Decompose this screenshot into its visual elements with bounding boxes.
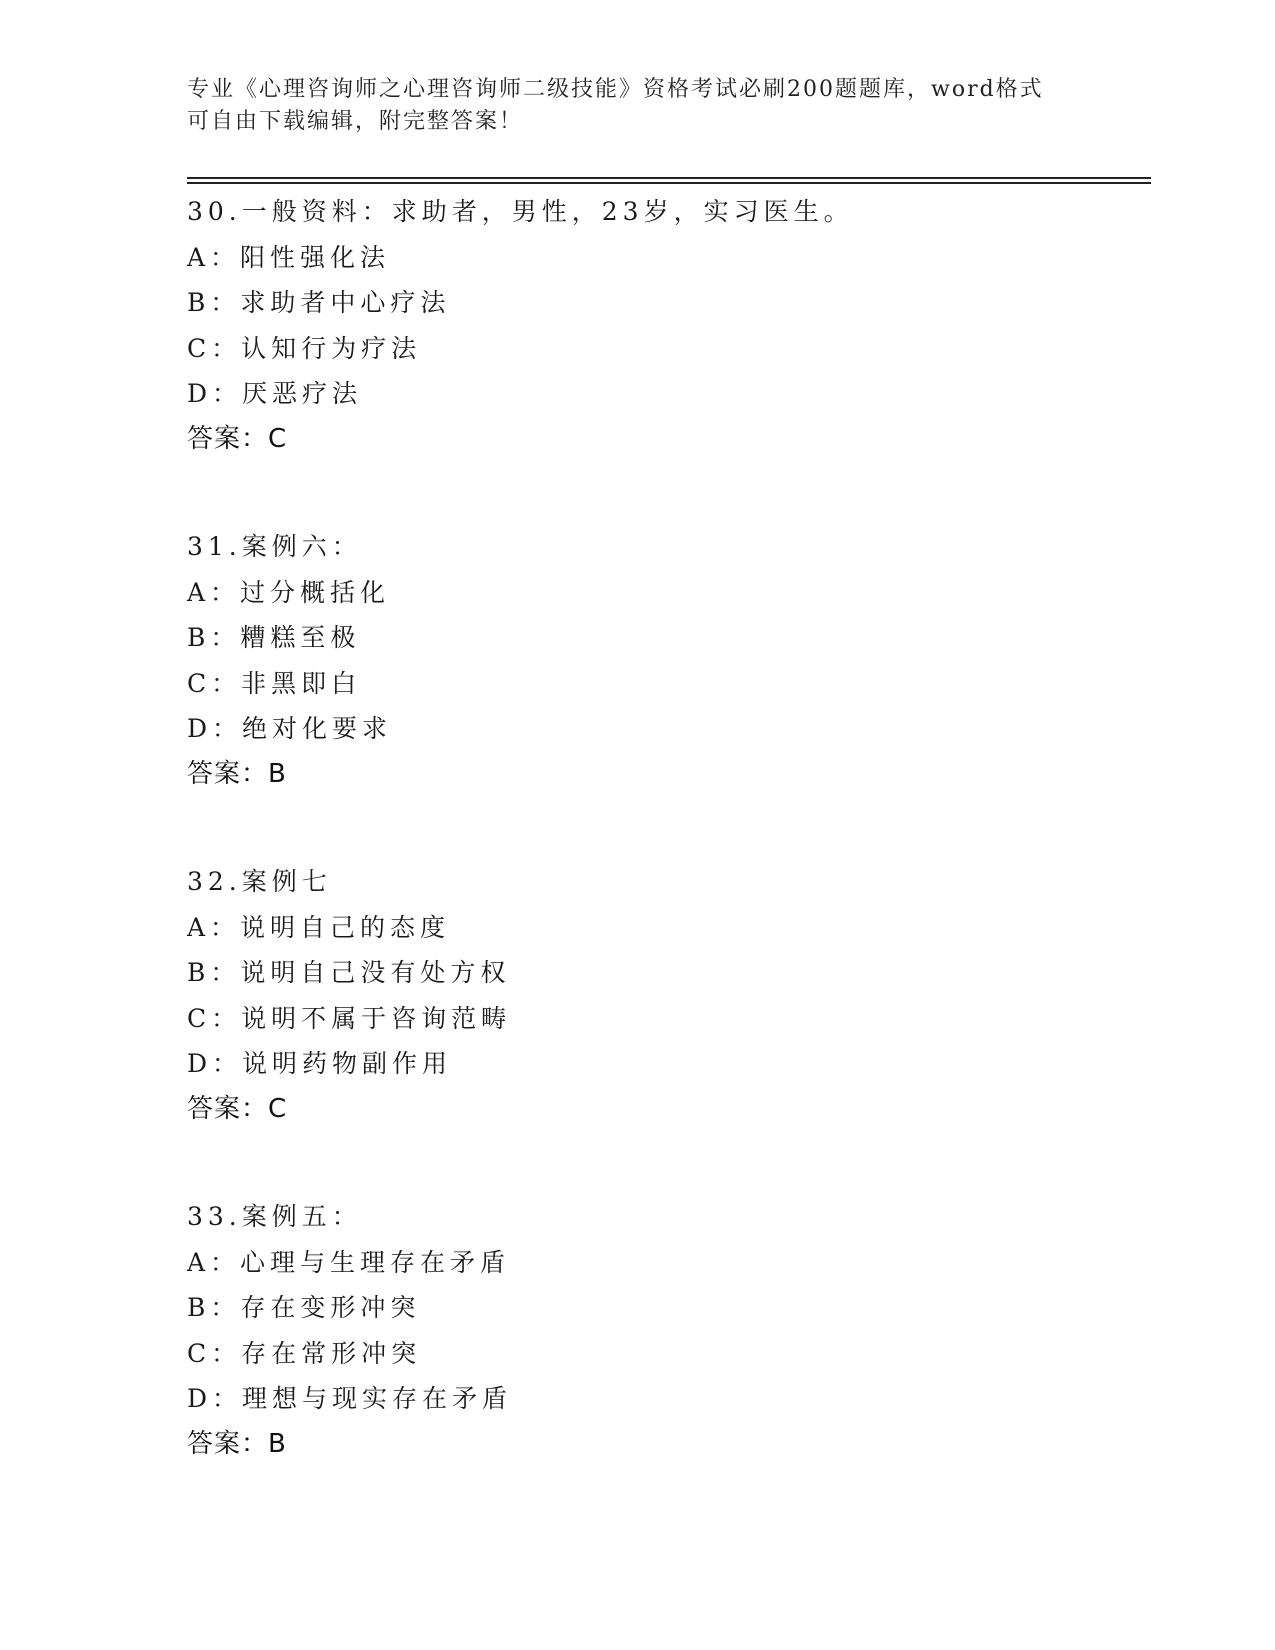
option-b: B：求助者中心疗法 — [187, 288, 451, 317]
option-d: D：理想与现实存在矛盾 — [187, 1384, 513, 1413]
header-line-1: 专业《心理咨询师之心理咨询师二级技能》资格考试必刷200题题库，word格式 — [187, 77, 1044, 102]
question-30 — [187, 189, 1147, 462]
header-divider-top — [187, 177, 1151, 179]
option-b: B：说明自己没有处方权 — [187, 958, 511, 987]
question-list — [187, 189, 1147, 1529]
header-line-2: 可自由下载编辑，附完整答案！ — [187, 109, 524, 134]
option-c: C：说明不属于咨询范畴 — [187, 1003, 512, 1033]
option-b: B：糟糕至极 — [187, 623, 361, 652]
document-header — [187, 74, 1087, 138]
answer: 答案：C — [187, 1093, 288, 1124]
option-a: A：过分概括化 — [187, 577, 391, 607]
question-stem: 33.案例五： — [187, 1202, 362, 1231]
option-d: D：厌恶疗法 — [187, 379, 363, 408]
question-31 — [187, 524, 1147, 797]
option-b: B：存在变形冲突 — [187, 1293, 421, 1322]
option-a: A：阳性强化法 — [187, 242, 391, 272]
question-33 — [187, 1194, 1147, 1467]
question-32 — [187, 859, 1147, 1132]
question-stem: 30.一般资料：求助者，男性，23岁，实习医生。 — [187, 197, 854, 226]
option-a: A：心理与生理存在矛盾 — [187, 1247, 511, 1277]
question-stem: 32.案例七 — [187, 867, 332, 896]
option-d: D：说明药物副作用 — [187, 1049, 453, 1078]
answer: 答案：B — [187, 758, 287, 789]
option-c: C：认知行为疗法 — [187, 333, 422, 363]
question-stem: 31.案例六： — [187, 532, 362, 561]
option-a: A：说明自己的态度 — [187, 912, 451, 942]
option-c: C：非黑即白 — [187, 668, 362, 698]
answer: 答案：B — [187, 1428, 287, 1459]
option-d: D：绝对化要求 — [187, 714, 393, 743]
header-divider-bottom — [187, 182, 1151, 184]
option-c: C：存在常形冲突 — [187, 1338, 422, 1368]
answer: 答案：C — [187, 423, 288, 454]
